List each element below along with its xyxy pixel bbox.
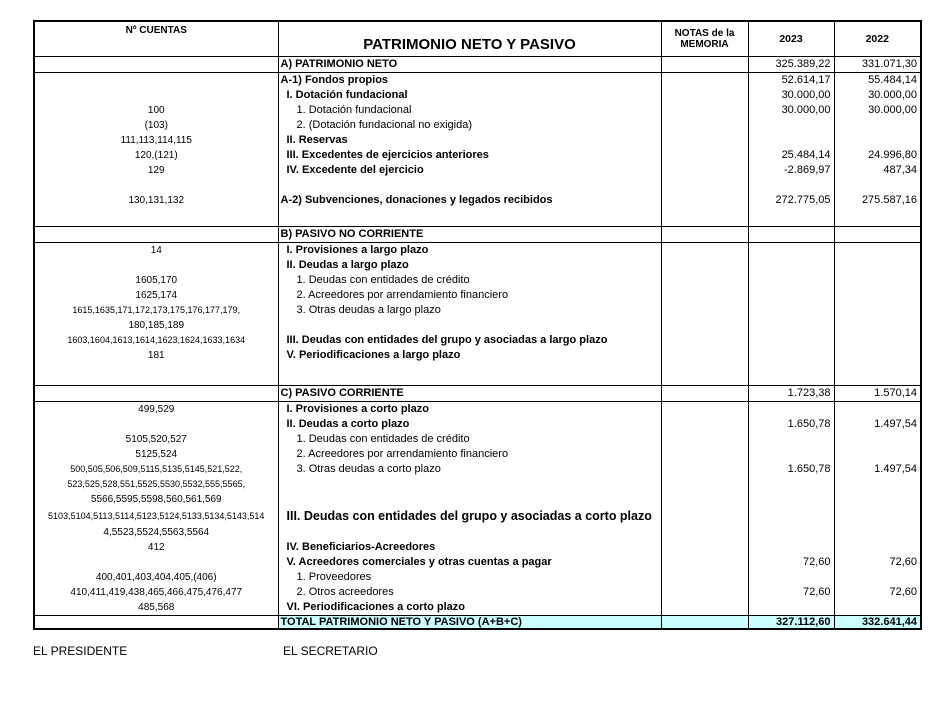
year-2023-header: 2023 xyxy=(748,21,834,56)
section-header-row xyxy=(34,226,921,242)
account-numbers: 130,131,132 xyxy=(128,194,185,206)
account-numbers: 181 xyxy=(147,349,165,361)
value-2023 xyxy=(749,258,834,273)
account-numbers: 5125,524 xyxy=(135,448,178,460)
line-description: 3. Otras deudas a largo plazo xyxy=(296,303,441,316)
value-2022: 1.497,54 xyxy=(874,417,917,430)
value-2023 xyxy=(749,288,834,303)
value-2023-cell xyxy=(748,72,834,226)
account-numbers: 120,(121) xyxy=(134,149,178,161)
value-2022 xyxy=(835,447,921,462)
value-2023: -2.869,97 xyxy=(784,163,831,176)
description-cell xyxy=(278,72,661,226)
value-2022 xyxy=(835,432,921,447)
account-numbers-cell xyxy=(34,615,278,629)
signature-row xyxy=(33,644,913,664)
notes-cell xyxy=(661,56,748,72)
line-description xyxy=(279,477,661,492)
notes-cell xyxy=(661,242,748,385)
value-2022 xyxy=(835,333,921,348)
value-2022 xyxy=(835,133,921,148)
value-2023: 1.650,78 xyxy=(787,417,831,430)
account-numbers: 4,5523,5524,5563,5564 xyxy=(103,526,210,538)
line-description: IV. Excedente del ejercicio xyxy=(286,163,424,176)
value-2022 xyxy=(835,402,921,417)
section-title: B) PASIVO NO CORRIENTE xyxy=(278,226,661,242)
value-2022 xyxy=(835,507,921,525)
value-2022-cell xyxy=(834,401,921,615)
value-2022: 24.996,80 xyxy=(868,148,917,161)
notes-column-header: NOTAS de la MEMORIA xyxy=(661,21,748,56)
account-numbers-cell xyxy=(34,242,278,385)
value-2023-cell xyxy=(748,242,834,385)
line-description: I. Provisiones a largo plazo xyxy=(286,243,429,256)
accounts-column-header: Nº CUENTAS xyxy=(34,21,278,56)
section-header-row xyxy=(34,385,921,401)
notes-cell xyxy=(661,385,748,401)
value-2023 xyxy=(749,273,834,288)
value-2022 xyxy=(835,118,921,133)
value-2022: 331.071,30 xyxy=(834,56,921,72)
account-numbers: 1625,174 xyxy=(135,289,178,301)
value-2023 xyxy=(749,178,834,193)
line-description: VI. Periodificaciones a corto plazo xyxy=(286,600,465,613)
line-description: 2. Acreedores por arrendamiento financiero xyxy=(296,447,509,460)
account-numbers xyxy=(35,258,278,273)
account-numbers: 400,401,403,404,405,(406) xyxy=(95,571,217,583)
section-title: TOTAL PATRIMONIO NETO Y PASIVO (A+B+C) xyxy=(278,615,661,629)
value-2022: 1.497,54 xyxy=(874,462,917,475)
line-description: 1. Proveedores xyxy=(296,570,372,583)
value-2022 xyxy=(835,525,921,540)
value-2023: 72,60 xyxy=(802,555,831,568)
notes-cell xyxy=(661,72,748,226)
account-numbers: 100 xyxy=(147,104,165,116)
value-2022 xyxy=(835,348,921,363)
account-numbers: 5105,520,527 xyxy=(125,433,187,445)
secretary-signature-label: EL SECRETARIO xyxy=(283,644,378,658)
section-title: A) PATRIMONIO NETO xyxy=(278,56,661,72)
value-2023 xyxy=(749,570,834,585)
value-2022 xyxy=(835,288,921,303)
president-signature-label: EL PRESIDENTE xyxy=(33,644,128,658)
account-numbers xyxy=(35,555,278,570)
value-2023 xyxy=(749,540,834,555)
notes-cell xyxy=(661,615,748,629)
value-2022: 30.000,00 xyxy=(868,103,917,116)
value-2022: 30.000,00 xyxy=(868,88,917,101)
value-2023 xyxy=(749,133,834,148)
value-2022: 1.570,14 xyxy=(834,385,921,401)
line-description xyxy=(279,178,661,193)
value-2022 xyxy=(835,273,921,288)
line-description: 2. Otros acreedores xyxy=(296,585,394,598)
value-2022: 487,34 xyxy=(883,163,917,176)
account-numbers-cell xyxy=(34,385,278,401)
account-numbers: (103) xyxy=(144,119,168,131)
value-2023: 272.775,05 xyxy=(775,193,831,206)
account-numbers: 410,411,419,438,465,466,475,476,477 xyxy=(70,586,243,598)
line-description: 1. Dotación fundacional xyxy=(296,103,412,116)
value-2022: 275.587,16 xyxy=(861,193,917,206)
value-2023 xyxy=(748,226,834,242)
table-header-row xyxy=(34,21,921,56)
value-2022 xyxy=(835,258,921,273)
value-2023: 30.000,00 xyxy=(781,88,831,101)
section-header-row xyxy=(34,56,921,72)
account-numbers-cell xyxy=(34,56,278,72)
line-description: III. Deudas con entidades del grupo y asociadas a largo plazo xyxy=(286,333,608,346)
account-numbers: 1605,170 xyxy=(135,274,178,286)
value-2022: 72,60 xyxy=(889,585,917,598)
line-description: IV. Beneficiarios-Acreedores xyxy=(286,540,436,553)
line-description: A-1) Fondos propios xyxy=(280,73,389,86)
value-2022: 72,60 xyxy=(889,555,917,568)
value-2023 xyxy=(749,243,834,258)
value-2023 xyxy=(749,525,834,540)
value-2022 xyxy=(835,492,921,507)
value-2023: 1.650,78 xyxy=(787,462,831,475)
account-numbers: 499,529 xyxy=(138,403,175,415)
section-title: C) PASIVO CORRIENTE xyxy=(278,385,661,401)
account-numbers xyxy=(35,73,278,88)
notes-cell xyxy=(661,401,748,615)
account-numbers: 1615,1635,171,172,173,175,176,177,179, xyxy=(72,304,241,315)
account-numbers: 5566,5595,5598,560,561,569 xyxy=(90,493,222,505)
value-2023 xyxy=(749,118,834,133)
line-description xyxy=(279,492,661,507)
account-numbers-cell xyxy=(34,72,278,226)
value-2023 xyxy=(749,447,834,462)
line-description: II. Deudas a largo plazo xyxy=(286,258,409,271)
account-numbers: 129 xyxy=(147,164,165,176)
account-numbers xyxy=(35,178,278,193)
description-cell xyxy=(278,242,661,385)
value-2023 xyxy=(749,492,834,507)
value-2023: 52.614,17 xyxy=(781,73,831,86)
value-2022 xyxy=(835,600,921,615)
value-2023 xyxy=(749,600,834,615)
value-2023 xyxy=(749,318,834,333)
description-cell xyxy=(278,401,661,615)
value-2022 xyxy=(835,243,921,258)
section-block-row xyxy=(34,72,921,226)
value-2023 xyxy=(749,333,834,348)
total-row xyxy=(34,615,921,629)
value-2022 xyxy=(834,226,921,242)
balance-table xyxy=(33,20,922,630)
value-2023 xyxy=(749,348,834,363)
account-numbers xyxy=(35,88,278,103)
section-block-row xyxy=(34,401,921,615)
value-2023: 1.723,38 xyxy=(748,385,834,401)
line-description: V. Acreedores comerciales y otras cuentas a pagar xyxy=(286,555,552,568)
page-title: PATRIMONIO NETO Y PASIVO xyxy=(278,21,661,56)
line-description: 1. Deudas con entidades de crédito xyxy=(296,273,470,286)
value-2022 xyxy=(835,540,921,555)
line-description: I. Dotación fundacional xyxy=(286,88,408,101)
account-numbers-cell xyxy=(34,401,278,615)
line-description: 3. Otras deudas a corto plazo xyxy=(296,462,441,475)
value-2023: 327.112,60 xyxy=(748,615,834,629)
value-2022: 55.484,14 xyxy=(868,73,917,86)
account-numbers: 180,185,189 xyxy=(128,319,185,331)
line-description xyxy=(279,318,661,333)
account-numbers xyxy=(35,417,278,432)
account-numbers: 111,113,114,115 xyxy=(120,134,192,146)
value-2022 xyxy=(835,477,921,492)
value-2023: 30.000,00 xyxy=(781,103,831,116)
account-numbers: 14 xyxy=(150,244,162,256)
value-2023 xyxy=(749,432,834,447)
line-description: II. Reservas xyxy=(286,133,348,146)
value-2023: 25.484,14 xyxy=(781,148,831,161)
value-2023-cell xyxy=(748,401,834,615)
line-description: A-2) Subvenciones, donaciones y legados recibidos xyxy=(280,193,553,206)
account-numbers: 5103,5104,5113,5114,5123,5124,5133,5134,5143,514 xyxy=(48,510,265,521)
value-2022 xyxy=(835,570,921,585)
account-numbers: 523,525,528,551,5525,5530,5532,555,5565, xyxy=(67,478,246,489)
line-description xyxy=(279,525,661,540)
account-numbers: 485,568 xyxy=(138,601,175,613)
line-description: 2. (Dotación fundacional no exigida) xyxy=(296,118,473,131)
value-2023: 72,60 xyxy=(802,585,831,598)
year-2022-header: 2022 xyxy=(834,21,921,56)
account-numbers: 500,505,506,509,5115,5135,5145,521,522, xyxy=(70,463,243,474)
value-2022 xyxy=(835,318,921,333)
account-numbers-cell xyxy=(34,226,278,242)
value-2023 xyxy=(749,402,834,417)
line-description: III. Deudas con entidades del grupo y asociadas a corto plazo xyxy=(286,508,652,523)
value-2023 xyxy=(749,303,834,318)
value-2022-cell xyxy=(834,72,921,226)
account-numbers: 412 xyxy=(147,541,165,553)
line-description: III. Excedentes de ejercicios anteriores xyxy=(286,148,489,161)
value-2022 xyxy=(835,178,921,193)
line-description: II. Deudas a corto plazo xyxy=(286,417,410,430)
value-2023 xyxy=(749,477,834,492)
value-2022: 332.641,44 xyxy=(834,615,921,629)
line-description: 2. Acreedores por arrendamiento financiero xyxy=(296,288,509,301)
account-numbers: 1603,1604,1613,1614,1623,1624,1633,1634 xyxy=(67,334,246,345)
line-description: I. Provisiones a corto plazo xyxy=(286,402,429,415)
value-2022-cell xyxy=(834,242,921,385)
section-block-row xyxy=(34,242,921,385)
value-2022 xyxy=(835,303,921,318)
value-2023: 325.389,22 xyxy=(748,56,834,72)
line-description: 1. Deudas con entidades de crédito xyxy=(296,432,470,445)
notes-cell xyxy=(661,226,748,242)
value-2023 xyxy=(749,507,834,525)
line-description: V. Periodificaciones a largo plazo xyxy=(286,348,461,361)
